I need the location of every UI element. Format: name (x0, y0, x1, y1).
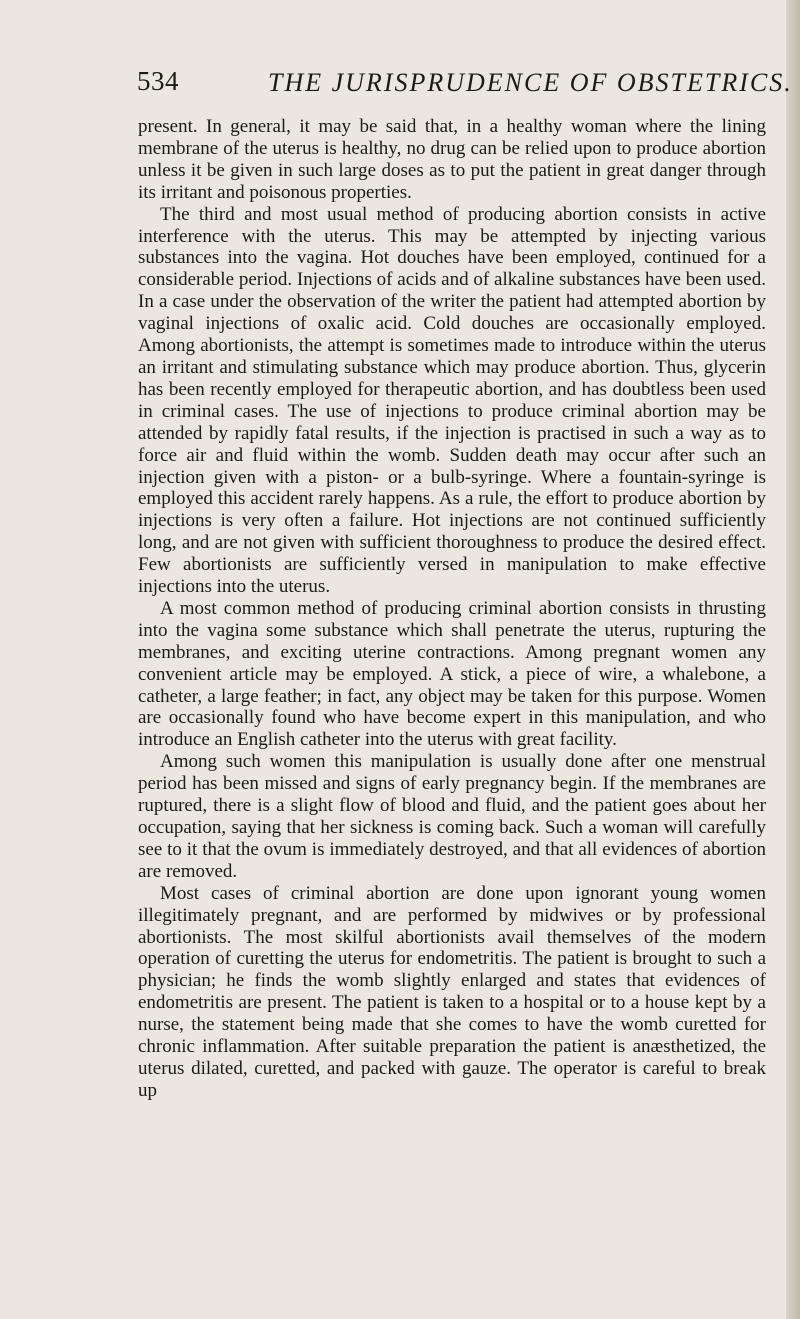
page-edge-shadow (786, 0, 800, 1319)
page-number: 534 (137, 66, 179, 96)
body-text (138, 116, 766, 1102)
paragraph: Among such women this manipulation is usually done after one menstrual period has been missed and signs of early pregnancy begin. If the membranes are ruptured, there is a slight flow of blood and fluid, and the patient goes about her occupation, saying that her sickness is coming back. Such a woman will carefully see to it that the ovum is immediately destroyed, and that all evidences of abortion are removed. (138, 751, 766, 882)
page-header (0, 62, 800, 102)
paragraph: Most cases of criminal abortion are done upon ignorant young women illegitimately pregnant, and are performed by midwives or by professional abortionists. The most skilful abortionists avail themselves of the modern operation of curetting the uterus for endometritis. The patient is brought to such a physician; he finds the womb slightly enlarged and states that evidences of endometritis are present. The patient is taken to a hospital or to a house kept by a nurse, the statement being made that she comes to have the womb curetted for chronic inflammation. After suitable preparation the patient is anæsthetized, the uterus dilated, curetted, and packed with gauze. The operator is careful to break up (138, 882, 766, 1101)
paragraph: present. In general, it may be said that, in a healthy woman where the lining membrane of the uterus is healthy, no drug can be relied upon to produce abortion unless it be given in such large doses as to put the patient in great danger through its irritant and poisonous properties. (138, 116, 766, 203)
running-head: THE JURISPRUDENCE OF OBSTETRICS. (268, 68, 793, 97)
paragraph: A most common method of producing criminal abortion consists in thrusting into the vagina some substance which shall penetrate the uterus, rupturing the membranes, and exciting uterine contractions. Among pregnant women any convenient article may be employed. A stick, a piece of wire, a whalebone, a catheter, a large feather; in fact, any object may be taken for this purpose. Women are occasionally found who have become expert in this manipulation, and who introduce an English catheter into the uterus with great facility. (138, 597, 766, 751)
paragraph: The third and most usual method of producing abortion consists in active interference with the uterus. This may be attempted by injecting various substances into the vagina. Hot douches have been employed, continued for a considerable period. Injections of acids and of alkaline substances have been used. In a case under the observation of the writer the patient had attempted abortion by vaginal injections of oxalic acid. Cold douches are occasionally employed. Among abortionists, the attempt is sometimes made to introduce within the uterus an irritant and stimulating substance which may produce abortion. Thus, glycerin has been recently employed for therapeutic abortion, and has doubtless been used in criminal cases. The use of injections to produce criminal abortion may be attended by rapidly fatal results, if the injection is practised in such a way as to force air and fluid within the womb. Sudden death may occur after such an injection given with a piston- or a bulb-syringe. Where a fountain-syringe is employed this accident rarely happens. As a rule, the effort to produce abortion by injections is very often a failure. Hot injections are not continued sufficiently long, and are not given with sufficient thoroughness to produce the desired effect. Few abortionists are sufficiently versed in manipulation to make effective injections into the uterus. (138, 203, 766, 598)
